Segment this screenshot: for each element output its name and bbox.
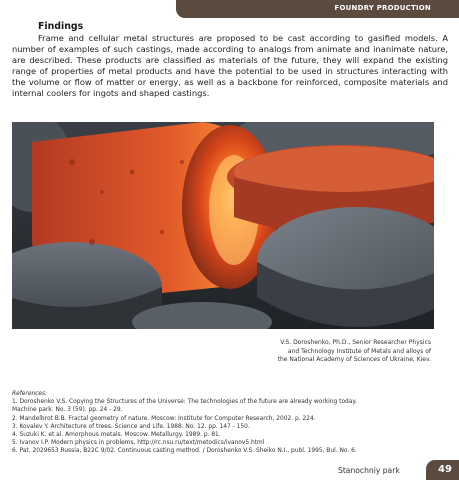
section-label: FOUNDRY PRODUCTION <box>334 4 431 12</box>
references-list <box>12 390 452 456</box>
reference-item: 5. Ivanov I.P. Modern physics in problems. http://rc.nsu.ru/text/metodics/ivanov5.html <box>12 440 265 447</box>
section-header-bar <box>176 0 459 18</box>
author-caption <box>235 339 431 365</box>
page-number: 49 <box>438 464 452 475</box>
reference-item: 4. Suzuki K. et al. Amorphous metals. Moscow. Metallurgy. 1989. p. 81. <box>12 432 221 439</box>
reference-item: 3. Kovalev Y. Architecture of trees. Science and Life. 1988. No. 12. pp. 147 - 150. <box>12 423 250 430</box>
caption-line: and Technology Institute of Metals and alloys of <box>287 347 431 355</box>
reference-item: 6. Pat. 2029653 Russia, B22C 9/02. Continuous casting method. / Doroshenko V.S. Sheiko N.I., publ. 1995, Bul. No. 6. <box>12 448 357 455</box>
caption-line: the National Academy of Sciences of Ukraine, Kiev. <box>277 356 431 364</box>
findings-paragraph: Frame and cellular metal structures are proposed to be cast according to gasified models. A number of examples of such castings, made according to analogs from animate and inanimate nature, are described. These products are classified as materials of the future, they will expand the existing range of properties of metal products and have the potential to be used in structures interacting with the volume or flow of matter or energy, as well as a backbone for reinforced, composite materials and internal coolers for ingots and shaped castings. <box>12 33 448 99</box>
reference-item: Machine park. No. 3 (59). pp. 24 - 29. <box>12 407 123 414</box>
hot-metal-photo <box>12 122 434 329</box>
hot-metal-cylinders-illustration <box>12 122 434 329</box>
reference-item: 1. Doroshenko V.S. Copying the Structures of the Universe: The technologies of the future are already working today. <box>12 399 357 406</box>
references-heading: References: <box>12 391 48 397</box>
journal-name: Stanochniy park <box>338 466 400 475</box>
caption-line: V.S. Doroshenko, Ph.D., Senior Researcher Physics <box>280 339 431 346</box>
findings-title: Findings <box>38 21 84 32</box>
reference-item: 2. Mandelbrot B.B. Fractal geometry of nature. Moscow: Institute for Computer Research, 2002. p. 224. <box>12 415 316 422</box>
